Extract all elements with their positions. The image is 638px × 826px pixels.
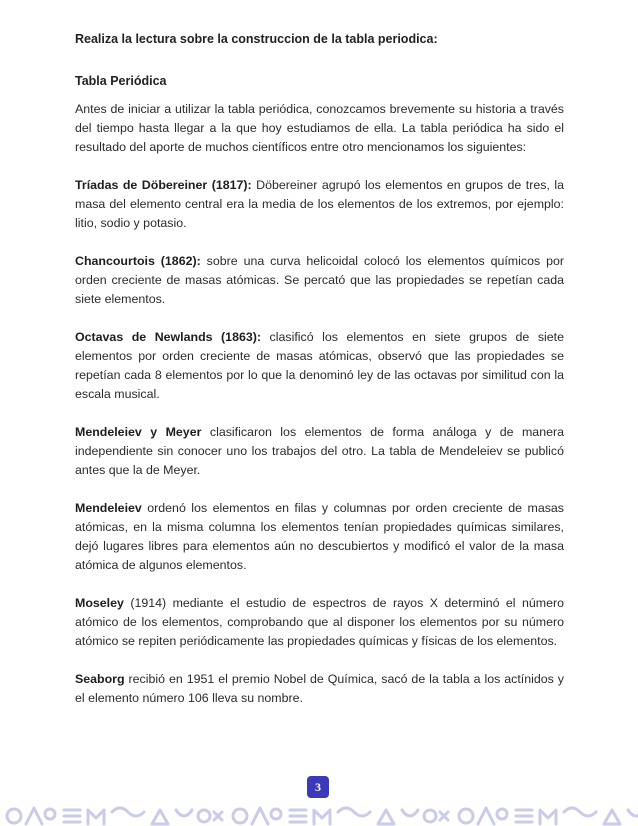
paragraph-dobereiner (75, 176, 564, 233)
paragraph-text: sobre una curva helicoidal colocó los elementos químicos por orden creciente de masas atómicas. Se percató que las propiedades se repetían cada siete elementos. (75, 254, 564, 306)
paragraph-text: clasificaron los elementos de forma análoga y de manera independiente sin conocer uno los trabajos del otro. La tabla de Mendeleiev se publicó antes que la de Meyer. (75, 425, 564, 477)
paragraph-mendeleiev-meyer (75, 423, 564, 480)
section-title: Tabla Periódica (75, 74, 167, 88)
paragraph-seaborg (75, 670, 564, 708)
paragraph-text: ordenó los elementos en filas y columnas por orden creciente de masas atómicas, en la misma columna los elementos tenían propiedades químicas similares, dejó lugares libres para elementos aún no descubiertos y modificó el valor de la masa atómica de algunos elementos. (75, 501, 564, 572)
science-doodle-pattern-icon (0, 800, 638, 826)
page-number-badge: 3 (307, 776, 329, 798)
paragraph-lead: Mendeleiev (75, 501, 142, 515)
paragraph-text: recibió en 1951 el premio Nobel de Química, sacó de la tabla a los actínidos y el elemento número 106 lleva su nombre. (75, 672, 564, 705)
intro-paragraph: Antes de iniciar a utilizar la tabla periódica, conozcamos brevemente su historia a través del tiempo hasta llegar a la que hoy estudiamos de ella. La tabla periódica ha sido el resultado del aporte de muchos científicos entre otro mencionamos los siguientes: (75, 102, 564, 154)
document-body (75, 30, 564, 727)
paragraph-lead: Chancourtois (1862): (75, 254, 201, 268)
reading-instruction: Realiza la lectura sobre la construccion de la tabla periodica: (75, 32, 438, 46)
paragraph-text: clasificó los elementos en siete grupos de siete elementos por orden creciente de masas atómicas, observó que las propiedades se repetían cada 8 elementos por lo que la denominó ley de las octavas por similitud con la escala musical. (75, 330, 564, 401)
paragraph-moseley (75, 594, 564, 651)
paragraph-lead: Octavas de Newlands (1863): (75, 330, 262, 344)
paragraph-lead: Seaborg (75, 672, 125, 686)
paragraph-lead: Moseley (75, 596, 124, 610)
paragraph-newlands (75, 328, 564, 404)
paragraph-mendeleiev (75, 499, 564, 575)
paragraph-chancourtois (75, 252, 564, 309)
paragraph-text: Döbereiner agrupó los elementos en grupos de tres, la masa del elemento central era la media de los elementos de los extremos, por ejemplo: litio, sodio y potasio. (75, 178, 564, 230)
paragraph-text: (1914) mediante el estudio de espectros de rayos X determinó el número atómico de los elementos, comprobando que al disponer los elementos por su número atómico se repiten periódicamente las propiedades químicas y físicas de los elementos. (75, 596, 564, 648)
footer-decoration (0, 800, 638, 826)
paragraph-lead: Mendeleiev y Meyer (75, 425, 202, 439)
paragraph-lead: Tríadas de Döbereiner (1817): (75, 178, 252, 192)
